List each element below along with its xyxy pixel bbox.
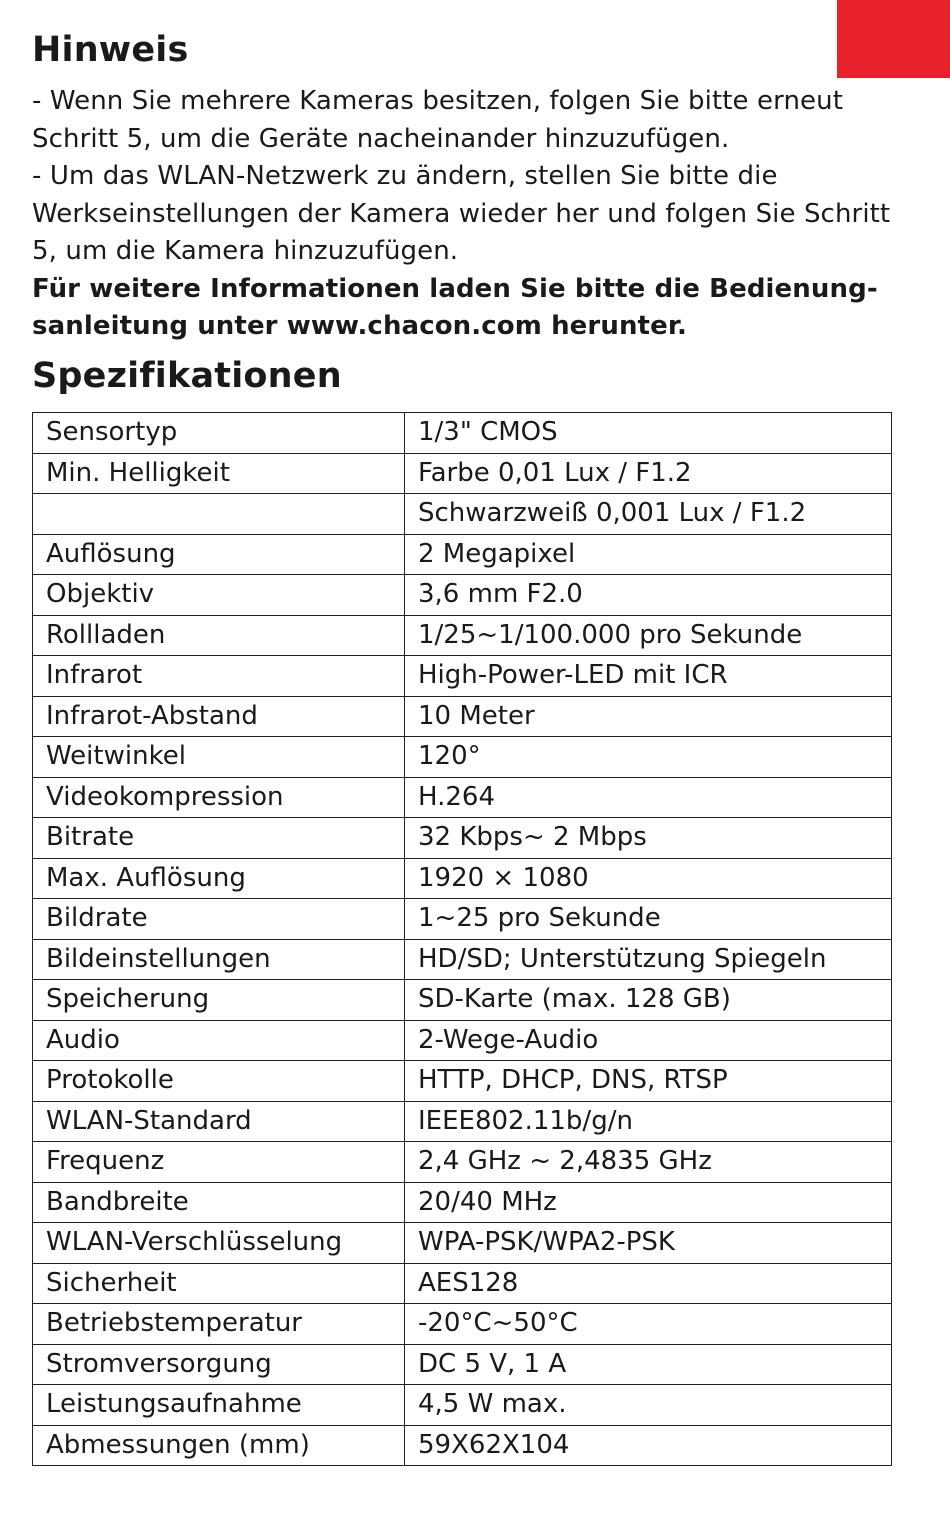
spec-value: 4,5 W max.: [405, 1385, 892, 1426]
spec-value: HD/SD; Unterstützung Spiegeln: [405, 939, 892, 980]
note-line-change-wlan: - Um das WLAN-Netzwerk zu ändern, stellen Sie bitte die Werkseinstellungen der Kamera wieder her und folgen Sie Schritt 5, um die Kamera hinzuzufügen.: [32, 161, 891, 266]
spec-label: WLAN-Standard: [33, 1101, 405, 1142]
spec-value: High-Power-LED mit ICR: [405, 656, 892, 697]
spec-row: [33, 656, 892, 697]
spec-value: HTTP, DHCP, DNS, RTSP: [405, 1061, 892, 1102]
spec-label: Betriebstemperatur: [33, 1304, 405, 1345]
spec-row: [33, 1304, 892, 1345]
spec-row: [33, 534, 892, 575]
spec-row: [33, 777, 892, 818]
spec-label: Audio: [33, 1020, 405, 1061]
spec-row: [33, 899, 892, 940]
spec-value: 2-Wege-Audio: [405, 1020, 892, 1061]
spec-row: [33, 453, 892, 494]
note-line-multiple-cameras: - Wenn Sie mehrere Kameras besitzen, folgen Sie bitte erneut Schritt 5, um die Geräte nacheinander hinzuzufügen.: [32, 86, 843, 154]
spec-row: [33, 696, 892, 737]
spec-label: Infrarot-Abstand: [33, 696, 405, 737]
spec-value: 32 Kbps~ 2 Mbps: [405, 818, 892, 859]
spec-label: Stromversorgung: [33, 1344, 405, 1385]
spec-row: [33, 1425, 892, 1466]
spec-value: H.264: [405, 777, 892, 818]
spec-row: [33, 737, 892, 778]
spec-label: Sicherheit: [33, 1263, 405, 1304]
spec-row: [33, 818, 892, 859]
spec-row: [33, 575, 892, 616]
note-line-more-info: Für weitere Informationen laden Sie bitte die Bedienung-sanleitung unter www.chacon.com herunter.: [32, 273, 878, 341]
spec-label: WLAN-Verschlüsselung: [33, 1223, 405, 1264]
spec-row: [33, 1142, 892, 1183]
spec-label: Sensortyp: [33, 413, 405, 454]
spec-row: [33, 494, 892, 535]
spec-value: 2,4 GHz ~ 2,4835 GHz: [405, 1142, 892, 1183]
spec-value: Schwarzweiß 0,001 Lux / F1.2: [405, 494, 892, 535]
spec-label: Bitrate: [33, 818, 405, 859]
spec-row: [33, 1101, 892, 1142]
spec-row: [33, 1344, 892, 1385]
spec-row: [33, 1061, 892, 1102]
spec-label: Videokompression: [33, 777, 405, 818]
spec-row: [33, 980, 892, 1021]
spec-value: 1920 × 1080: [405, 858, 892, 899]
spec-value: -20°C~50°C: [405, 1304, 892, 1345]
spec-label: Bandbreite: [33, 1182, 405, 1223]
spec-row: [33, 858, 892, 899]
spec-label: Weitwinkel: [33, 737, 405, 778]
spec-label: Infrarot: [33, 656, 405, 697]
spec-label: [33, 494, 405, 535]
spec-label: Bildeinstellungen: [33, 939, 405, 980]
spec-label: Bildrate: [33, 899, 405, 940]
spec-row: [33, 615, 892, 656]
spec-row: [33, 939, 892, 980]
spec-value: 120°: [405, 737, 892, 778]
spec-value: 1/3" CMOS: [405, 413, 892, 454]
spec-label: Speicherung: [33, 980, 405, 1021]
spec-row: [33, 1385, 892, 1426]
spec-label: Objektiv: [33, 575, 405, 616]
spec-value: AES128: [405, 1263, 892, 1304]
spec-row: [33, 1182, 892, 1223]
spec-value: 1/25~1/100.000 pro Sekunde: [405, 615, 892, 656]
spec-label: Min. Helligkeit: [33, 453, 405, 494]
spec-value: DC 5 V, 1 A: [405, 1344, 892, 1385]
note-heading: Hinweis: [32, 30, 189, 70]
specifications-table-body: [33, 413, 892, 1466]
note-body: [32, 83, 902, 346]
spec-label: Leistungsaufnahme: [33, 1385, 405, 1426]
spec-label: Frequenz: [33, 1142, 405, 1183]
spec-value: 2 Megapixel: [405, 534, 892, 575]
specifications-table: [32, 412, 892, 1466]
spec-label: Auflösung: [33, 534, 405, 575]
spec-label: Abmessungen (mm): [33, 1425, 405, 1466]
spec-row: [33, 1223, 892, 1264]
spec-value: 3,6 mm F2.0: [405, 575, 892, 616]
red-corner-tab: [837, 0, 950, 78]
spec-value: IEEE802.11b/g/n: [405, 1101, 892, 1142]
spec-row: [33, 413, 892, 454]
spec-value: 10 Meter: [405, 696, 892, 737]
spec-value: WPA-PSK/WPA2-PSK: [405, 1223, 892, 1264]
specifications-heading: Spezifikationen: [32, 356, 342, 396]
spec-value: SD-Karte (max. 128 GB): [405, 980, 892, 1021]
spec-row: [33, 1263, 892, 1304]
spec-value: Farbe 0,01 Lux / F1.2: [405, 453, 892, 494]
spec-label: Protokolle: [33, 1061, 405, 1102]
spec-row: [33, 1020, 892, 1061]
spec-value: 1~25 pro Sekunde: [405, 899, 892, 940]
spec-value: 59X62X104: [405, 1425, 892, 1466]
spec-label: Max. Auflösung: [33, 858, 405, 899]
spec-label: Rollladen: [33, 615, 405, 656]
spec-value: 20/40 MHz: [405, 1182, 892, 1223]
